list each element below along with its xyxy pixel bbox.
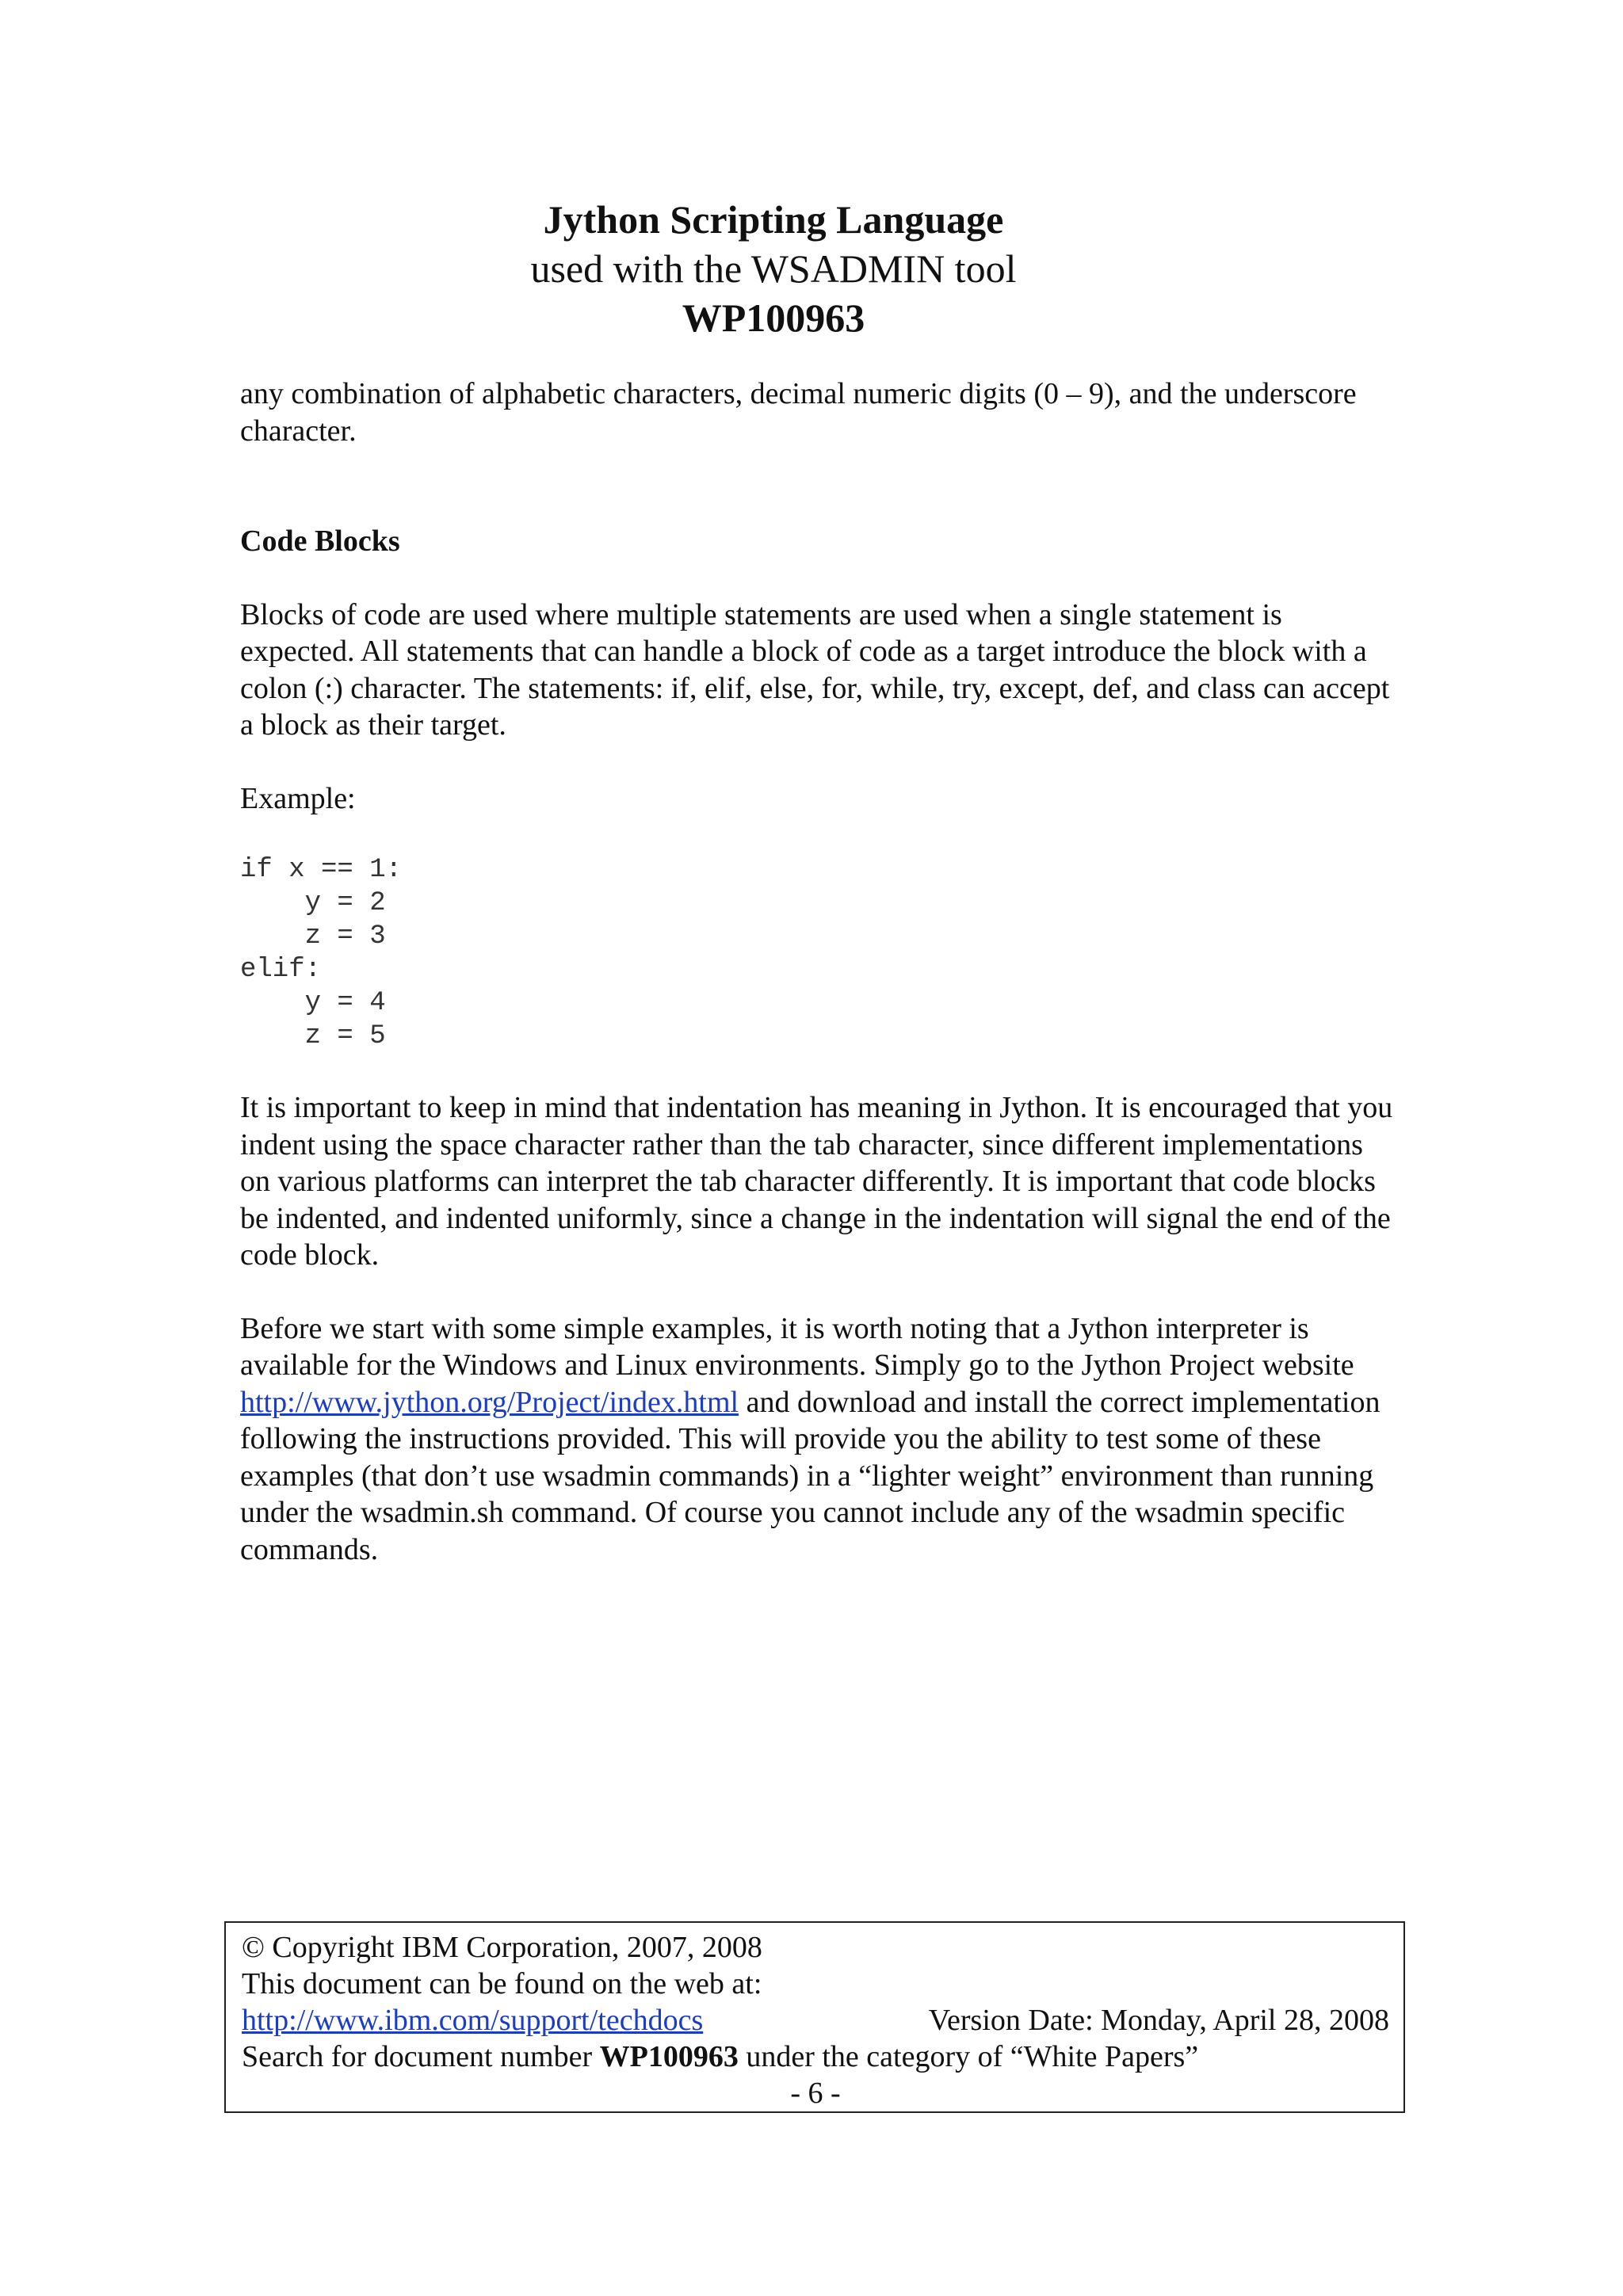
copyright-text: © Copyright IBM Corporation, 2007, 2008 [242,1931,762,1964]
found-on-web-text: This document can be found on the web at: [242,1967,762,2000]
code-blocks-paragraph: Blocks of code are used where multiple statements are used when a single statement is expected. All statements that can handle a block of code as a target introduce the block with a colon (:) character. The statements: if, elif, else, for, while, try, except, def, and class can accept a block as their target. [240,597,1390,742]
interpreter-text-before: Before we start with some simple examples, it is worth noting that a Jython interpreter is available for the Windows and Linux environments. Simply go to the Jython Project website [240,1311,1354,1382]
techdocs-link[interactable]: http://www.ibm.com/support/techdocs [242,2004,704,2037]
indentation-paragraph: It is important to keep in mind that indentation has meaning in Jython. It is encouraged that you indent using the space character rather than the tab character, since different implementations on various platforms can interpret the tab character differently. It is important that code blocks be indented, and indented uniformly, since a change in the indentation will signal the end of the code block. [240,1091,1393,1272]
link-version-row [242,2002,1389,2039]
document-title: Jython Scripting Language [543,197,1004,242]
document-body [240,376,1397,1568]
jython-project-link[interactable]: http://www.jython.org/Project/index.html [240,1385,739,1419]
search-instruction [242,2039,1389,2075]
document-subtitle: used with the WSADMIN tool [530,246,1017,291]
document-footer [224,1921,1405,2113]
document-header [0,195,1547,342]
version-date: Version Date: Monday, April 28, 2008 [928,2004,1389,2037]
document-number: WP100963 [682,296,865,340]
intro-paragraph: any combination of alphabetic characters, decimal numeric digits (0 – 9), and the underscore character. [240,377,1357,448]
search-prefix: Search for document number [242,2040,600,2073]
search-document-number: WP100963 [599,2040,739,2073]
section-title: Code Blocks [240,524,400,558]
search-suffix: under the category of “White Papers” [738,2040,1199,2073]
code-example: if x == 1: y = 2 z = 3 elif: y = 4 z = 5 [240,855,403,1051]
interpreter-paragraph [240,1310,1397,1569]
example-label: Example: [240,781,356,815]
page-number: - 6 - [790,2077,841,2110]
interpreter-text-after: and download and install the correct implementation following the instructions provided. This will provide you the ability to test some of these examples (that don’t use wsadmin commands) in a “lighter weight” environment than running under the wsadmin.sh command. Of course you cannot include any of the wsadmin specific commands. [240,1385,1381,1566]
